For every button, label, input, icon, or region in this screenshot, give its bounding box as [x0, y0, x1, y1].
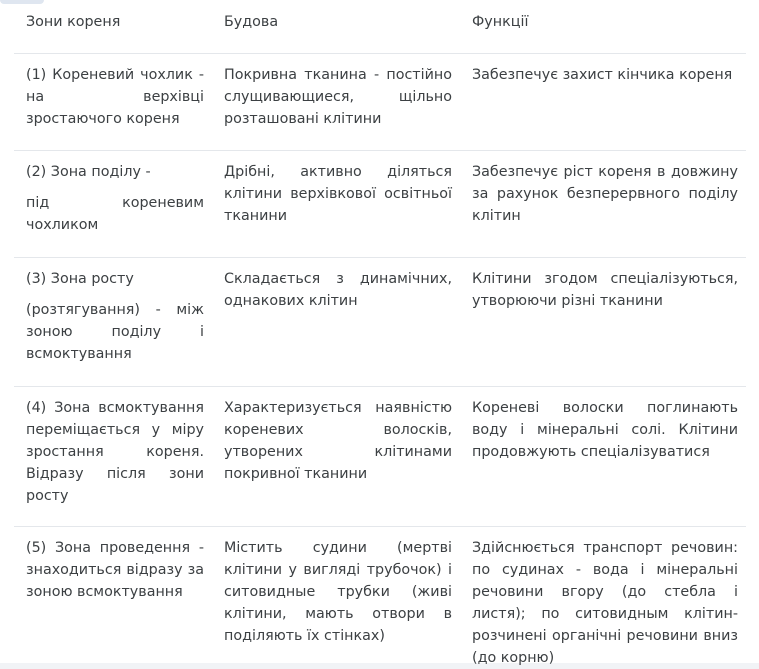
table-row	[14, 257, 746, 386]
zone-cell	[14, 386, 212, 526]
zone-cell	[14, 257, 212, 386]
function-cell: Клітини згодом спеціалізуються, утворюючи різні тканини	[472, 270, 738, 309]
zone-cell	[14, 53, 212, 150]
header-functions: Функції	[472, 14, 529, 30]
table-row	[14, 526, 746, 669]
zone-text: (2) Зона поділу -	[26, 163, 151, 180]
function-cell: Забезпечує ріст кореня в довжину за рахунок безперервного поділу клітин	[472, 163, 738, 224]
table-row	[14, 150, 746, 257]
header-structure: Будова	[224, 14, 279, 30]
header-zones: Зони кореня	[26, 14, 121, 30]
zone-text: (5) Зона проведення - знаходиться відразу за зоною всмоктування	[26, 539, 204, 600]
root-zones-table	[14, 0, 746, 669]
zone-cell	[14, 150, 212, 257]
table-header-row	[14, 0, 746, 53]
structure-cell: Покривна тканина - постійно слущивающиеся, щільно розташовані клітини	[224, 66, 452, 127]
zone-cell	[14, 526, 212, 669]
structure-cell: Складається з динамічних, однакових клітин	[224, 270, 452, 309]
zone-text-continued: (розтягування) - між зоною поділу і всмоктування	[26, 301, 204, 362]
zone-text: (4) Зона всмоктування переміщається у міру зростання кореня. Відразу після зони росту	[26, 399, 204, 504]
function-cell: Забезпечує захист кінчика кореня	[472, 66, 733, 83]
table-row	[14, 53, 746, 150]
zone-text: (3) Зона росту	[26, 270, 134, 287]
structure-cell: Дрібні, активно діляться клітини верхівкової освітньої тканини	[224, 163, 452, 224]
zone-text: (1) Кореневий чохлик - на верхівці зростаючого кореня	[26, 66, 204, 127]
structure-cell: Характеризується наявністю кореневих волосків, утворених клітинами покривної тканини	[224, 399, 452, 482]
zone-text-continued: під кореневим чохликом	[26, 194, 204, 233]
structure-cell: Містить судини (мертві клітини у вигляді трубочок) і ситовидные трубки (живі клітини, мають отвори в поділяють їх стінках)	[224, 539, 452, 644]
function-cell: Кореневі волоски поглинають воду і мінеральні солі. Клітини продовжують спеціалізуватися	[472, 399, 738, 460]
table-row	[14, 386, 746, 526]
function-cell: Здійснюється транспорт речовин: по судинах - вода і мінеральні речовини вгору (до стебла і листя); по ситовидным клітин-розчинені органічні речовини вниз (до корню)	[472, 539, 738, 666]
